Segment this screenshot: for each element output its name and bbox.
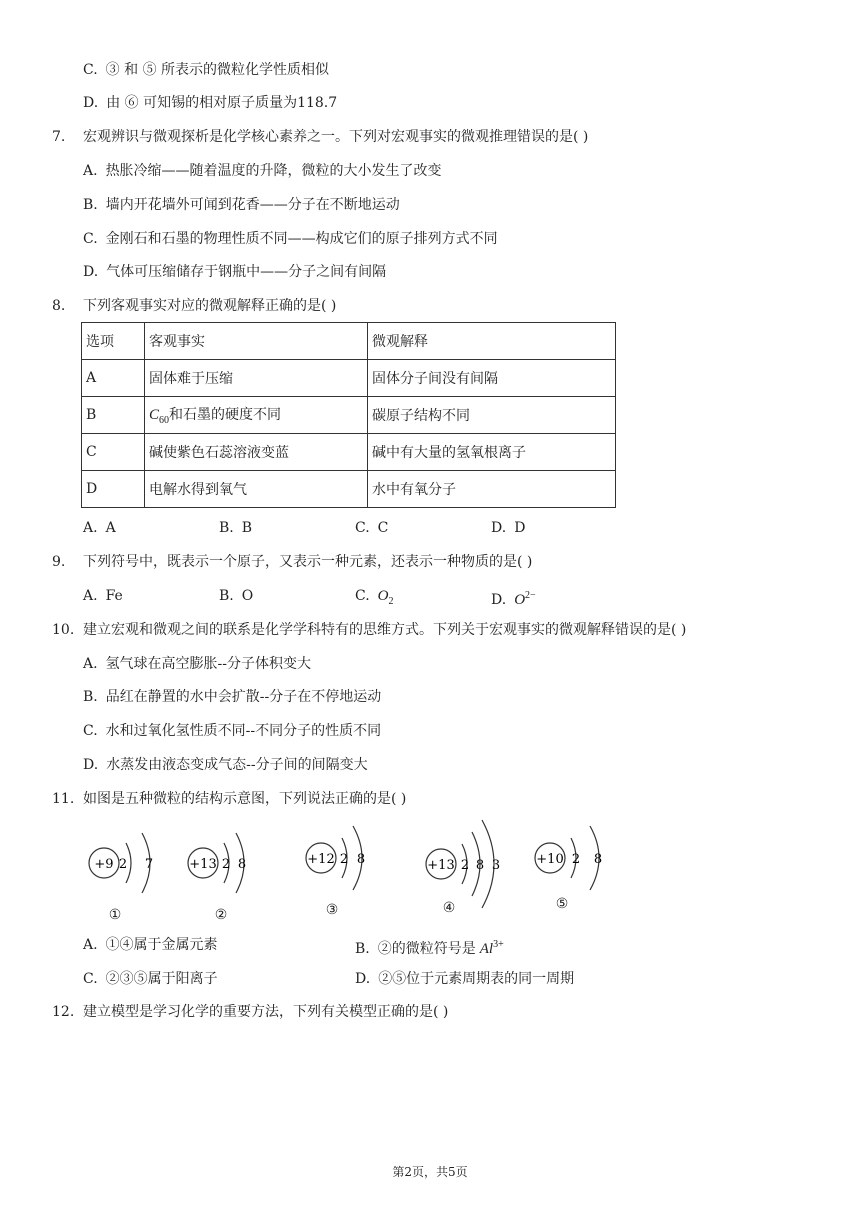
- q7-option-b: B. 墙内开花墙外可闻到花香——分子在不断地运动: [83, 197, 400, 213]
- table-cell: 碱使紫色石蕊溶液变蓝: [145, 434, 368, 471]
- shell-electrons: 8: [475, 858, 485, 873]
- q6-option-c: C. ③ 和 ⑤ 所表示的微粒化学性质相似: [83, 62, 330, 78]
- atom-diagram-3: [305, 820, 385, 918]
- q8-stem: 下列客观事实对应的微观解释正确的是( ): [83, 298, 337, 314]
- atom-label: ②: [214, 907, 228, 923]
- q9-option-c: C. $O_2$: [355, 588, 394, 607]
- q11-option-b: B. ②的微粒符号是 $Al^{3+}$: [355, 939, 504, 957]
- atom-diagram-1: [86, 825, 166, 923]
- q7-number: 7.: [52, 129, 66, 145]
- q7-option-a: A. 热胀冷缩——随着温度的升降，微粒的大小发生了改变: [83, 163, 442, 179]
- oxide-ion-formula: $O^{2-}$: [514, 590, 536, 608]
- q8-option-d: D. D: [491, 520, 526, 536]
- shell-electrons: 2: [460, 858, 470, 873]
- atom-structure-graphic: [186, 825, 266, 905]
- atom-diagram-2: [186, 825, 266, 923]
- q9-stem: 下列符号中，既表示一个原子，又表示一种元素，还表示一种物质的是( ): [83, 554, 533, 570]
- q10-number: 10.: [52, 622, 75, 638]
- q11-option-c: C. ②③⑤属于阳离子: [83, 971, 218, 987]
- shell-electrons: 2: [221, 857, 231, 872]
- atom-label: ⑤: [555, 896, 569, 912]
- q6-option-d: D. 由 ⑥ 可知锡的相对原子质量为118.7: [83, 95, 338, 111]
- shell-electrons: 8: [237, 857, 247, 872]
- atom-diagram-4: [424, 818, 524, 916]
- table-header-row: [82, 323, 616, 360]
- q10-option-d: D. 水蒸发由液态变成气态--分子间的间隔变大: [83, 757, 368, 773]
- nucleus-charge: +10: [536, 852, 564, 867]
- q11-number: 11.: [52, 791, 75, 807]
- q7-stem: 宏观辨识与微观探析是化学核心素养之一。下列对宏观事实的微观推理错误的是( ): [83, 129, 589, 145]
- o2-formula: $O_2$: [377, 588, 394, 607]
- q9-option-b: B. O: [219, 588, 254, 604]
- table-cell: B: [82, 397, 145, 434]
- shell-electrons: 8: [356, 852, 366, 867]
- table-header-cell: 微观解释: [368, 323, 616, 360]
- table-cell: 固体分子间没有间隔: [368, 360, 616, 397]
- table-cell: 碳原子结构不同: [368, 397, 616, 434]
- q8-option-c: C. C: [355, 520, 389, 536]
- table-row: [82, 397, 616, 434]
- q11-option-a: A. ①④属于金属元素: [83, 937, 218, 953]
- table-cell: 水中有氧分子: [368, 471, 616, 508]
- q11-stem: 如图是五种微粒的结构示意图，下列说法正确的是( ): [83, 791, 407, 807]
- atom-label: ①: [108, 907, 122, 923]
- page-footer: 第2页，共5页: [392, 1165, 468, 1179]
- table-row: [82, 471, 616, 508]
- nucleus-charge: +12: [307, 852, 335, 867]
- nucleus-charge: +9: [94, 857, 114, 872]
- table-header-cell: 客观事实: [145, 323, 368, 360]
- q7-option-d: D. 气体可压缩储存于钢瓶中——分子之间有间隔: [83, 264, 387, 280]
- nucleus-charge: +13: [189, 857, 217, 872]
- shell-electrons: 3: [491, 858, 501, 873]
- table-row: [82, 434, 616, 471]
- atom-label: ④: [442, 900, 456, 916]
- table-cell: 碱中有大量的氢氧根离子: [368, 434, 616, 471]
- c60-formula: $C_{60}$: [149, 407, 170, 426]
- al-ion-formula: $Al^{3+}$: [479, 939, 504, 957]
- shell-electrons: 2: [571, 852, 581, 867]
- q9-option-d: D. $O^{2-}$: [491, 590, 536, 608]
- table-cell: C: [82, 434, 145, 471]
- shell-electrons: 2: [118, 857, 128, 872]
- q10-option-a: A. 氢气球在高空膨胀--分子体积变大: [83, 656, 312, 672]
- table-cell: 电解水得到氧气: [145, 471, 368, 508]
- q8-option-a: A. A: [83, 520, 116, 536]
- atom-structure-graphic: [424, 818, 524, 908]
- q12-number: 12.: [52, 1004, 75, 1020]
- q9-number: 9.: [52, 554, 66, 570]
- table-cell: D: [82, 471, 145, 508]
- q8-option-b: B. B: [219, 520, 253, 536]
- q10-stem: 建立宏观和微观之间的联系是化学学科特有的思维方式。下列关于宏观事实的微观解释错误的是( ): [83, 622, 687, 638]
- nucleus-charge: +13: [427, 858, 455, 873]
- q12-stem: 建立模型是学习化学的重要方法，下列有关模型正确的是( ): [83, 1004, 449, 1020]
- table-row: [82, 360, 616, 397]
- atom-label: ③: [325, 902, 339, 918]
- table-cell: 固体难于压缩: [145, 360, 368, 397]
- atom-structure-graphic: [86, 825, 166, 905]
- atom-diagram-5: [534, 820, 614, 912]
- atom-structure-graphic: [305, 820, 385, 900]
- q8-number: 8.: [52, 298, 66, 314]
- shell-electrons: 2: [339, 852, 349, 867]
- table-header-cell: 选项: [82, 323, 145, 360]
- table-cell: $C_{60}$和石墨的硬度不同: [145, 397, 368, 434]
- q11-option-d: D. ②⑤位于元素周期表的同一周期: [355, 971, 575, 987]
- table-cell: A: [82, 360, 145, 397]
- shell-electrons: 8: [593, 852, 603, 867]
- q7-option-c: C. 金刚石和石墨的物理性质不同——构成它们的原子排列方式不同: [83, 231, 498, 247]
- q10-option-b: B. 品红在静置的水中会扩散--分子在不停地运动: [83, 689, 382, 705]
- q10-option-c: C. 水和过氧化氢性质不同--不同分子的性质不同: [83, 723, 382, 739]
- q8-table: [81, 322, 616, 508]
- q9-option-a: A. Fe: [83, 588, 123, 604]
- shell-electrons: 7: [144, 857, 154, 872]
- atom-structure-graphic: [534, 820, 614, 900]
